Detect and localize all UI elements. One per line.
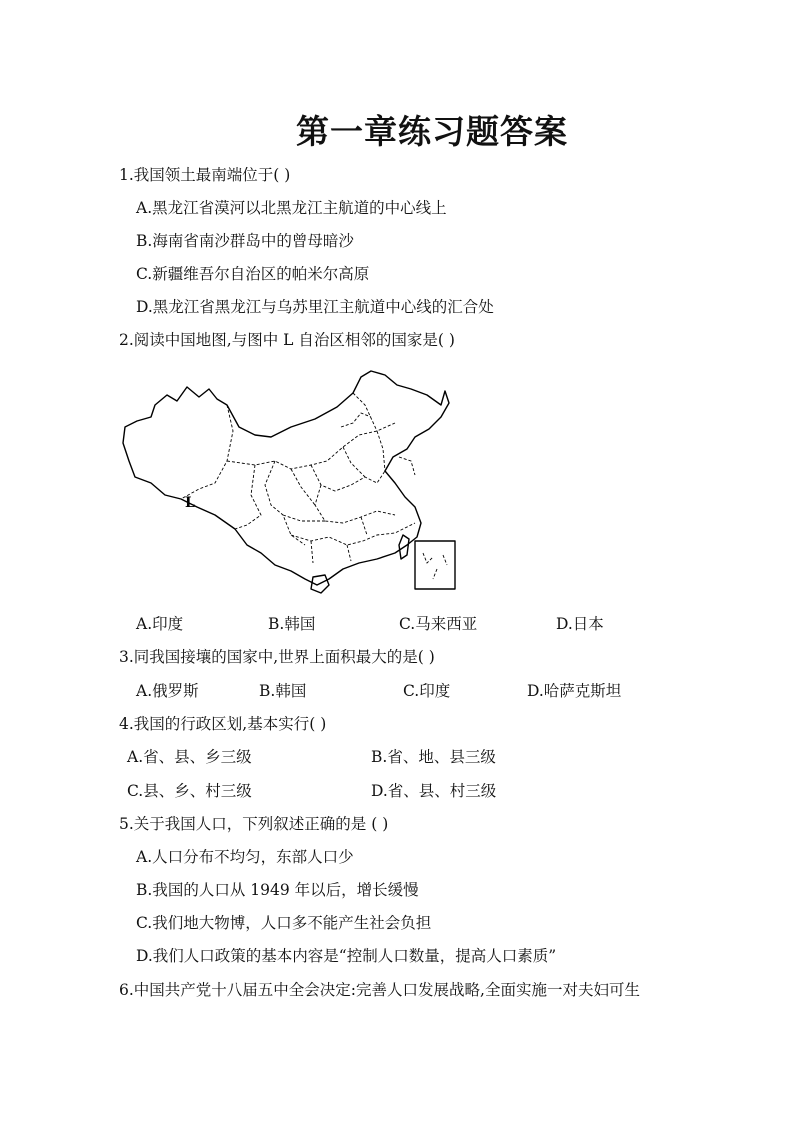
question-4-option-a: A.省、县、乡三级 — [127, 748, 252, 766]
question-4-stem: 4.我国的行政区划,基本实行( ) — [119, 715, 327, 733]
question-1-option-b: B.海南省南沙群岛中的曾母暗沙 — [136, 232, 354, 250]
question-1-stem: 1.我国领土最南端位于( ) — [119, 166, 291, 184]
question-4-option-d: D.省、县、村三级 — [371, 782, 497, 800]
question-2-option-a: A.印度 — [136, 615, 184, 633]
question-4-option-c: C.县、乡、村三级 — [127, 782, 252, 800]
question-3-option-b: B.韩国 — [259, 682, 307, 700]
question-2-option-b: B.韩国 — [268, 615, 316, 633]
question-3-option-d: D.哈萨克斯坦 — [527, 682, 622, 700]
question-4-option-b: B.省、地、县三级 — [371, 748, 496, 766]
page-title: 第一章练习题答案 — [296, 112, 568, 151]
question-2-option-d: D.日本 — [556, 615, 604, 633]
question-5-option-c: C.我们地大物博，人口多不能产生社会负担 — [136, 914, 432, 932]
question-6-stem: 6.中国共产党十八届五中全会决定:完善人口发展战略,全面实施一对夫妇可生 — [119, 981, 640, 999]
question-2-option-c: C.马来西亚 — [399, 615, 478, 633]
question-3-option-c: C.印度 — [403, 682, 451, 700]
map-label-l: L — [185, 495, 195, 511]
china-map — [115, 365, 463, 597]
question-1-option-d: D.黑龙江省黑龙江与乌苏里江主航道中心线的汇合处 — [136, 298, 494, 316]
question-5-option-d: D.我们人口政策的基本内容是“控制人口数量，提高人口素质” — [136, 947, 557, 965]
question-5-option-b: B.我国的人口从 1949 年以后，增长缓慢 — [136, 881, 419, 899]
question-5-stem: 5.关于我国人口，下列叙述正确的是 ( ) — [119, 815, 389, 833]
question-3-option-a: A.俄罗斯 — [136, 682, 199, 700]
question-3-stem: 3.同我国接壤的国家中,世界上面积最大的是( ) — [119, 648, 435, 666]
question-1-option-a: A.黑龙江省漠河以北黑龙江主航道的中心线上 — [136, 199, 447, 217]
question-2-stem: 2.阅读中国地图,与图中 L 自治区相邻的国家是( ) — [119, 331, 455, 349]
south-china-sea-inset — [415, 541, 455, 589]
question-1-option-c: C.新疆维吾尔自治区的帕米尔高原 — [136, 265, 370, 283]
question-5-option-a: A.人口分布不均匀，东部人口少 — [136, 848, 354, 866]
